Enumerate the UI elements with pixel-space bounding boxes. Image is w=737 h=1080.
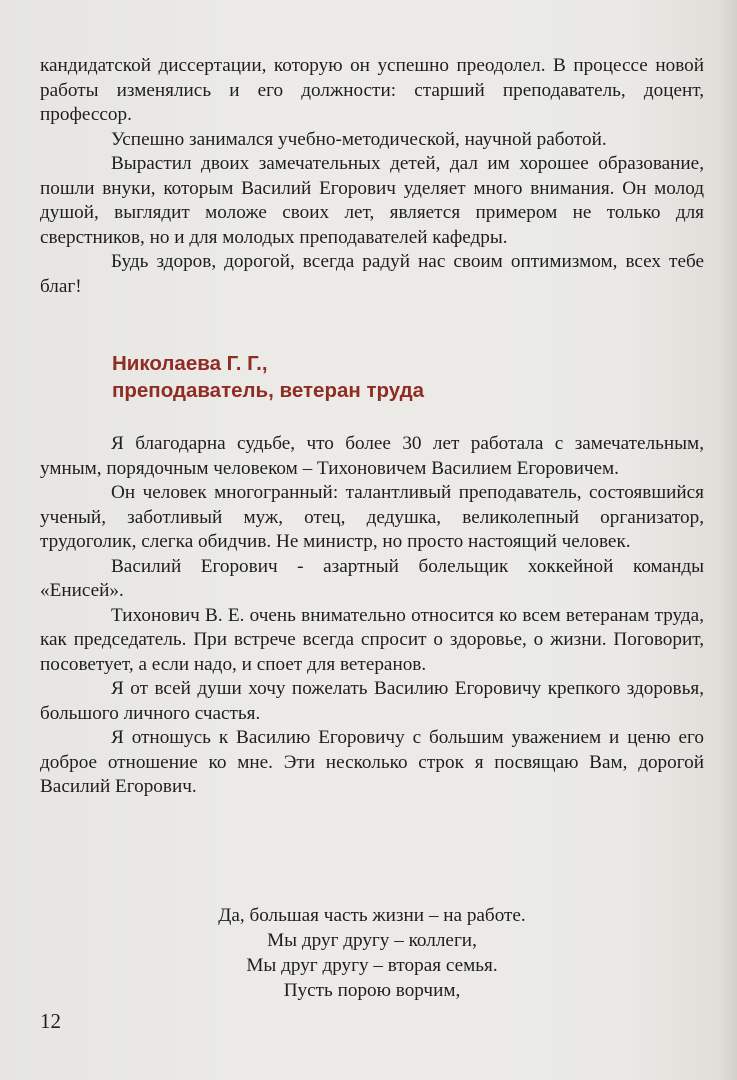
paragraph: Я отношусь к Василию Егоровичу с большим уважением и ценю его доброе отношение ко мне. Эти несколько строк я посвящаю Вам, дорогой Василий Егорович.	[40, 727, 704, 797]
paragraph: Успешно занимался учебно-методической, научной работой.	[111, 128, 607, 150]
poem	[40, 903, 704, 1003]
text-block-top	[40, 54, 704, 299]
poem-line: Да, большая часть жизни – на работе.	[218, 905, 526, 926]
paragraph: Я от всей души хочу пожелать Василию Егоровичу крепкого здоровья, большого личного счастья.	[40, 678, 704, 724]
paragraph: Василий Егорович - азартный болельщик хоккейной команды «Енисей».	[40, 555, 704, 601]
paragraph: Вырастил двоих замечательных детей, дал им хорошее образование, пошли внуки, которым Василий Егорович уделяет много внимания. Он молод душой, выглядит моложе своих лет, является примером не только для сверстников, но и для молодых преподавателей кафедры.	[40, 153, 704, 248]
poem-line: Пусть порою ворчим,	[283, 980, 461, 1001]
author-name: Николаева Г. Г.,	[112, 352, 268, 375]
poem-line: Мы друг другу – вторая семья.	[246, 955, 498, 976]
page-number: 12	[40, 1009, 61, 1033]
text-block-bottom	[40, 432, 704, 800]
paragraph: Он человек многогранный: талантливый преподаватель, состоявшийся ученый, заботливый муж, отец, дедушка, великолепный организатор, трудоголик, слегка обидчив. Не министр, но просто настоящий человек.	[40, 482, 704, 552]
paragraph: кандидатской диссертации, которую он успешно преодолел. В процессе новой работы изменялись и его должности: старший преподаватель, доцент, профессор.	[40, 55, 704, 125]
page-edge-shadow	[719, 0, 737, 1080]
paragraph: Я благодарна судьбе, что более 30 лет работала с замечательным, умным, порядочным человеком – Тихоновичем Василием Егоровичем.	[40, 433, 704, 479]
paragraph: Будь здоров, дорогой, всегда радуй нас своим оптимизмом, всех тебе благ!	[40, 251, 704, 297]
author-title: преподаватель, ветеран труда	[112, 379, 425, 402]
section-heading	[112, 350, 672, 404]
poem-line: Мы друг другу – коллеги,	[267, 930, 477, 951]
paragraph: Тихонович В. Е. очень внимательно относится ко всем ветеранам труда, как председатель. При встрече всегда спросит о здоровье, о жизни. Поговорит, посоветует, а если надо, и споет для ветеранов.	[40, 604, 704, 675]
